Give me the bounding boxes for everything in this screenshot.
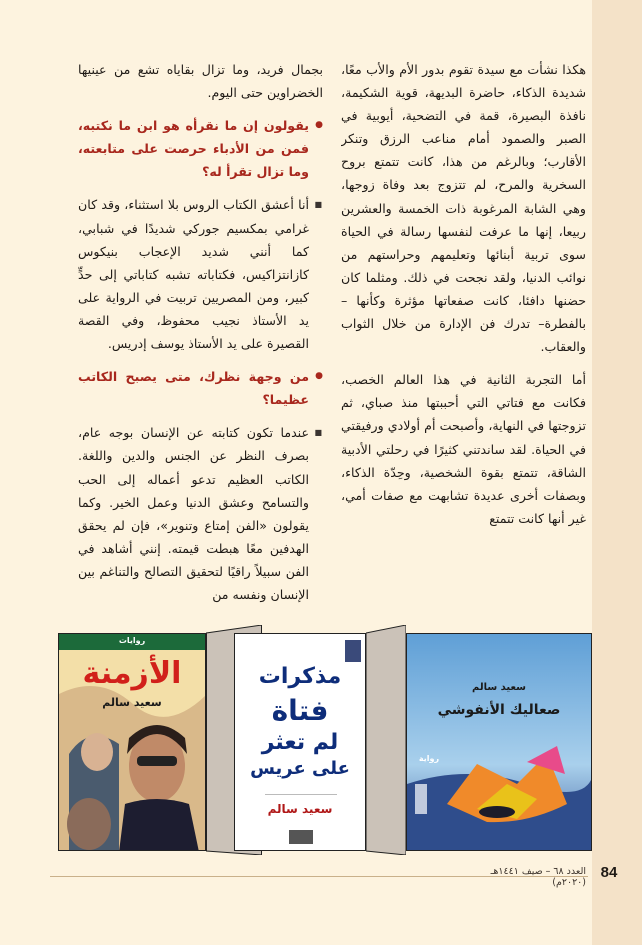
interview-question: ● يقولون إن ما نقرأه هو ابن ما نكتبه، فمن من الأدباء حرصت على متابعته، وما تزال تقرأ له؟ <box>78 114 323 183</box>
cover-title-line: فتاة <box>271 694 329 727</box>
interview-question: ● من وجهة نظرك، متى يصبح الكاتب عظيما؟ <box>78 365 323 411</box>
paragraph: أما التجربة الثانية في هذا العالم الخصب، فكانت مع فتاتي التي أحببتها منذ صباي، ثم تزوجتها في النهاية، وأصبحت أم أولادي ورفيقتي في الحياة. لقد ساندتني كثيرًا في رحلتي الأدبية الشاقة، تتمتع بقوة الشخصية، وحِدّة الذكاء، وبصفات أخرى عديدة تشابهت مع صفات أمي، غير أنها كانت تتمتع <box>341 372 586 526</box>
cover-tag: رواية <box>418 754 440 763</box>
cover-author: سعيد سالم <box>102 696 162 709</box>
cover-connector <box>366 625 406 855</box>
cover-title-line: على عريس <box>250 758 350 779</box>
margin-strip <box>592 0 642 945</box>
paragraph: هكذا نشأت مع سيدة تقوم بدور الأم والأب معًا، شديدة الذكاء، حاضرة البديهة، قوية الشكيمة، نافذة البصيرة، قمة في التضحية، أيوبية في الصبر والصمود أمام مناعب الرزق وتنكر الأقارب؛ وبالرغم من هذا، كانت تتمتع بروح السخرية والمرح، لم تتزوج بعد وفاة زوجها، وهي الشابة المرغوبة ذات الخمسة والعشرين ربيعا، إنها ما عرفت لنفسها رسالة في الحياة سوى تربية أبنائها وتعليمهم وحراستهم من نوائب الدنيا، ولقد نجحت في ذلك. ومثلما كان حضنها دافئا، كانت صفعاتها مؤثرة وكأنها –بالفطرة– تدرك فن الإدارة من خلال الثواب والعقاب. <box>341 62 586 355</box>
page-number: 84 <box>600 864 618 881</box>
issue-info: العدد ٦٨ – صيف ١٤٤١هـ (٢٠٢٠م) <box>490 866 586 888</box>
book-cover-saalik <box>406 633 592 851</box>
book-covers-band <box>50 625 592 855</box>
cover-title-line: لم تعثر <box>261 730 339 755</box>
cover-title: صعاليك الأنفوشي <box>437 702 561 718</box>
book-cover-azmina <box>58 633 206 851</box>
column-left <box>78 58 323 623</box>
cover-series: روايات <box>118 636 146 645</box>
cover-title: الأزمنة <box>82 656 182 691</box>
cover-art <box>407 634 592 851</box>
paragraph: بجمال فريد، وما تزال بقاياه تشع من عينيها الخضراوين حتى اليوم. <box>78 62 323 101</box>
article-body <box>78 58 586 623</box>
cover-author: سعيد سالم <box>267 802 333 816</box>
cover-title-line: مذكرات <box>258 664 342 689</box>
column-right <box>341 58 586 623</box>
interview-answer: ■ أنا أعشق الكتاب الروس بلا استثناء، وقد كان غرامي بمكسيم جوركي شديدًا في شبابي، كما أنني شديد الإعجاب بنيكوس كازانتزاكيس، فكتاباته تشبه كتاباتي إلى حدٍّ كبير، ومن المصريين تربيت في الرواية على يد الأستاذ نجيب محفوظ، وفي القصة القصيرة على يد الأستاذ يوسف إدريس. <box>78 193 323 355</box>
interview-answer: ■ عندما تكون كتابته عن الإنسان بوجه عام، بصرف النظر عن الجنس والدين واللغة. الكاتب العظيم تدعو أعماله إلى الحب والتسامح وعشق الدنيا وعمل الخير. وكما يقولون «الفن إمتاع وتنوير»، فإن لم يحقق الهدفين معًا هبطت قيمته. إنني أشاهد في الفن سبيلاً راقيًا لتحقيق التصالح والتناغم بين الإنسان ونفسه من <box>78 421 323 606</box>
book-cover-mudhakkirat <box>234 633 366 851</box>
cover-author: سعيد سالم <box>471 682 526 693</box>
